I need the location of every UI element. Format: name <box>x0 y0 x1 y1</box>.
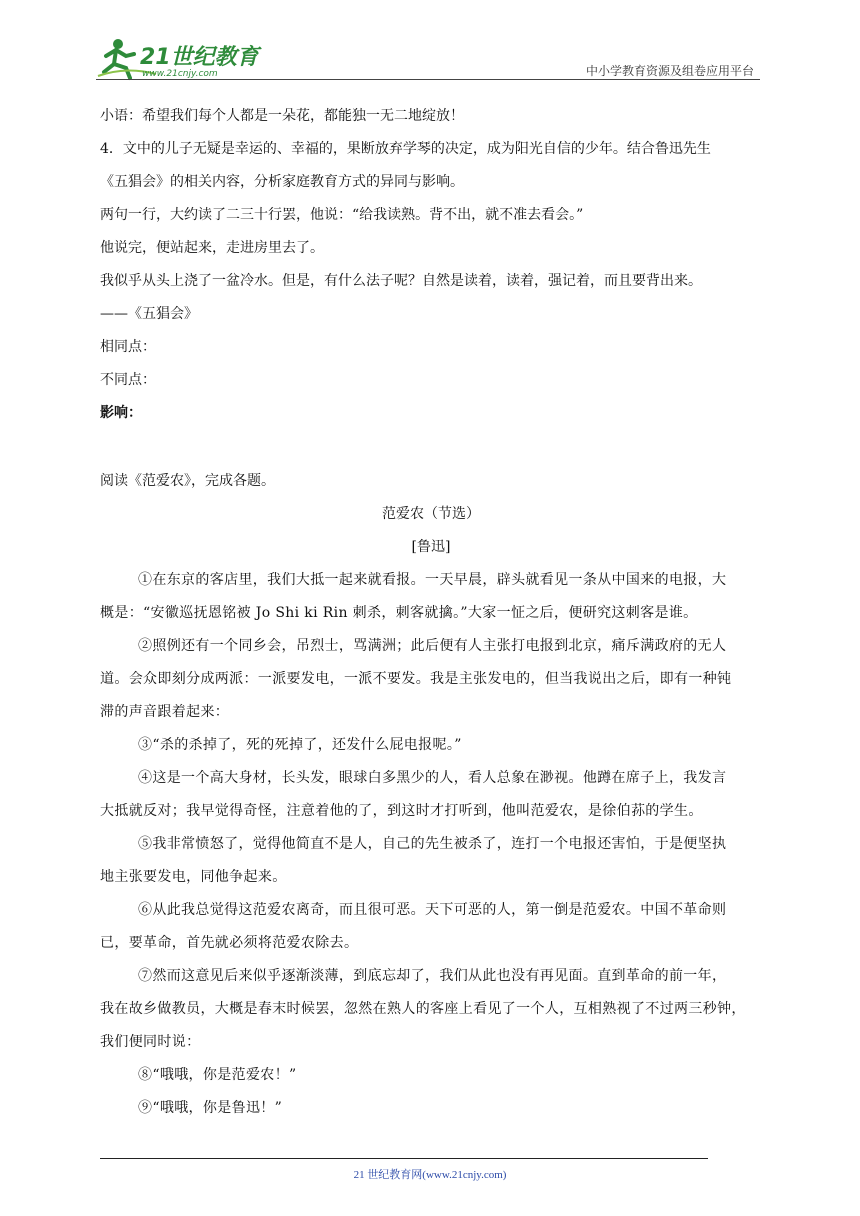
document-body <box>100 100 762 1125</box>
paragraph-line: 滞的声音跟着起来： <box>100 704 230 720</box>
paragraph-line: 道。会众即刻分成两派：一派要发电，一派不要发。我是主张发电的，但当我说出之后，即有一种钝 <box>100 671 732 687</box>
quote-line: 他说完，便站起来，走进房里去了。 <box>100 240 324 256</box>
answer-label-difference: 不同点： <box>100 372 156 388</box>
page-header <box>96 32 760 80</box>
paragraph-line: 大抵就反对；我早觉得奇怪，注意着他的了，到这时才打听到，他叫范爱农，是徐伯荪的学生。 <box>100 803 703 819</box>
reading-instruction: 阅读《范爱农》，完成各题。 <box>100 473 275 489</box>
quote-line: 我似乎从头上浇了一盆冷水。但是，有什么法子呢？自然是读着，读着，强记着，而且要背出来。 <box>100 273 702 289</box>
quote-source: ——《五猖会》 <box>100 306 198 322</box>
footer-divider <box>100 1158 708 1159</box>
paragraph-line: ①在东京的客店里，我们大抵一起来就看报。一天早晨，辟头就看见一条从中国来的电报，大 <box>138 572 727 588</box>
platform-name: 中小学教育资源及组卷应用平台 <box>585 64 754 78</box>
paragraph-line: ④这是一个高大身材，长头发，眼球白多黑少的人，看人总象在渺视。他蹲在席子上，我发言 <box>138 770 727 786</box>
text-line: 小语：希望我们每个人都是一朵花，都能独一无二地绽放！ <box>100 108 464 124</box>
paragraph-line: 已，要革命，首先就必须将范爱农除去。 <box>100 935 359 951</box>
paragraph-line: ③“杀的杀掉了，死的死掉了，还发什么屁电报呢。” <box>138 737 462 753</box>
paragraph-line: ⑥从此我总觉得这范爱农离奇，而且很可恶。天下可恶的人，第一倒是范爱农。中国不革命则 <box>138 902 727 918</box>
paragraph-line: ②照例还有一个同乡会，吊烈士，骂满洲；此后便有人主张打电报到北京，痛斥满政府的无人 <box>138 638 727 654</box>
logo-url: www.21cnjy.com <box>142 69 218 79</box>
paragraph-line: 概是：“安徽巡抚恩铭被 Jo Shi ki Rin 刺杀，刺客就擒。”大家一怔之后，便研究这刺客是谁。 <box>100 605 698 621</box>
paragraph-line: ⑤我非常愤怒了，觉得他简直不是人，自己的先生被杀了，连打一个电报还害怕，于是便坚执 <box>138 836 727 852</box>
spacer <box>100 430 762 465</box>
header-divider <box>96 79 760 80</box>
paragraph-line: 我们便同时说： <box>100 1034 201 1050</box>
paragraph-line: 地主张要发电，同他争起来。 <box>100 869 287 885</box>
passage-author: [鲁迅] <box>411 539 451 555</box>
paragraph-line: ⑧“哦哦，你是范爱农！” <box>138 1067 297 1083</box>
site-logo <box>96 36 266 82</box>
footer-link[interactable]: 21 世纪教育网(www.21cnjy.com) <box>353 1169 507 1181</box>
paragraph-line: ⑨“哦哦，你是鲁迅！” <box>138 1100 283 1116</box>
paragraph-line: ⑦然而这意见后来似乎逐渐淡薄，到底忘却了，我们从此也没有再见面。直到革命的前一年， <box>138 968 727 984</box>
quote-line: 两句一行，大约读了二三十行罢，他说：“给我读熟。背不出，就不准去看会。” <box>100 207 584 223</box>
answer-label-influence: 影响： <box>100 405 142 421</box>
text-line: 《五猖会》的相关内容，分析家庭教育方式的异同与影响。 <box>100 174 464 190</box>
paragraph-line: 我在故乡做教员，大概是春末时候罢，忽然在熟人的客座上看见了一个人，互相熟视了不过两三秒钟， <box>100 1001 746 1017</box>
answer-label-similarity: 相同点： <box>100 339 156 355</box>
passage-title: 范爱农（节选） <box>382 506 480 522</box>
runner-logo-icon <box>96 36 266 82</box>
logo-text: 21世纪教育 <box>140 45 259 70</box>
question-4: 4．文中的儿子无疑是幸运的、幸福的，果断放弃学琴的决定，成为阳光自信的少年。结合鲁迅先生 <box>100 141 711 157</box>
